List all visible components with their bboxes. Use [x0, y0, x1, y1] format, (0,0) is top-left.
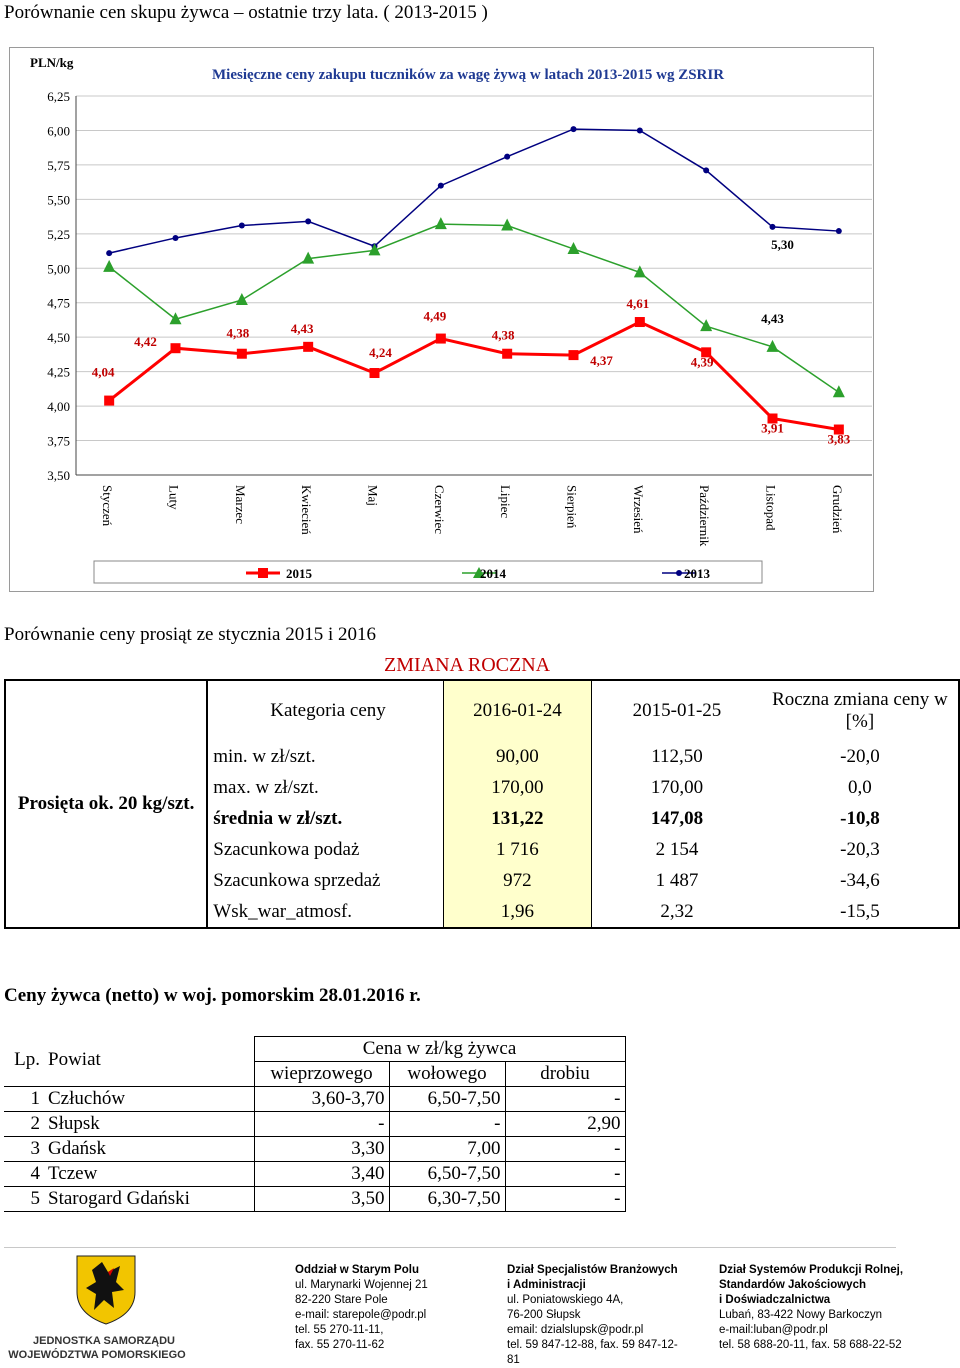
- data-point-2014: [833, 385, 845, 397]
- row-poultry: -: [505, 1187, 625, 1212]
- row-pork: 3,50: [254, 1187, 389, 1212]
- y-tick-label: 5,75: [47, 157, 70, 173]
- footer-col3-line: Lubań, 83-422 Nowy Barkoczyn: [719, 1309, 883, 1321]
- footer-col1-line: tel. 55 270-11-11,: [295, 1324, 384, 1336]
- data-label-2015: 4,38: [226, 325, 250, 341]
- price-chart: [9, 47, 874, 592]
- footer-column-stare-pole: [295, 1263, 495, 1353]
- data-point-2013: [504, 154, 510, 160]
- header-price: Cena w zł/kg żywca: [254, 1037, 625, 1062]
- row-beef: 6,50-7,50: [389, 1087, 505, 1112]
- row-beef: -: [389, 1112, 505, 1137]
- data-point-2013: [173, 235, 179, 241]
- row-pork: 3,30: [254, 1137, 389, 1162]
- x-tick-label: Listopad: [763, 485, 779, 531]
- value-2016: 1 716: [443, 834, 591, 865]
- y-tick-label: 4,50: [47, 330, 70, 346]
- data-point-2015: [436, 334, 446, 344]
- footer-col3-title: i Doświadczalnictwa: [719, 1294, 831, 1306]
- value-2016: 972: [443, 865, 591, 896]
- y-tick-label: 5,25: [47, 226, 70, 242]
- header-change: Roczna zmiana ceny w [%]: [762, 680, 959, 741]
- data-point-2013: [438, 183, 444, 189]
- row-poultry: -: [505, 1137, 625, 1162]
- logo-text-2: WOJEWÓDZTWA POMORSKIEGO: [8, 1349, 186, 1361]
- data-point-2015: [303, 342, 313, 352]
- data-point-2015: [370, 368, 380, 378]
- value-change: -34,6: [762, 865, 959, 896]
- live-prices-table: [4, 1036, 626, 1212]
- series-line-2013: [109, 129, 839, 253]
- piglets-category-label: Prosięta ok. 20 kg/szt.: [5, 680, 207, 928]
- data-label-2015: 4,38: [491, 327, 515, 343]
- row-lp: 1: [4, 1087, 44, 1112]
- row-poultry: -: [505, 1162, 625, 1187]
- footer-column-luban: [719, 1263, 919, 1353]
- y-tick-label: 6,25: [47, 89, 70, 104]
- legend-box: [94, 561, 762, 583]
- value-change: 0,0: [762, 772, 959, 803]
- data-label-2015: 4,43: [290, 320, 314, 336]
- row-lp: 4: [4, 1162, 44, 1187]
- footer-col1-line: ul. Marynarki Wojennej 21: [295, 1279, 428, 1291]
- data-label-2015: 4,42: [134, 334, 157, 350]
- row-pork: 3,60-3,70: [254, 1087, 389, 1112]
- y-tick-label: 4,25: [47, 364, 70, 380]
- row-powiat: Gdańsk: [44, 1137, 254, 1162]
- series-line-2014: [109, 224, 839, 392]
- data-point-2015: [237, 349, 247, 359]
- footer-column-slupsk: [507, 1263, 707, 1368]
- x-tick-label: Marzec: [232, 485, 248, 524]
- y-tick-label: 3,50: [47, 468, 70, 483]
- value-2015: 1 487: [655, 869, 699, 891]
- data-point-2013: [637, 127, 643, 133]
- footer-col2-line: tel. 59 847-12-88, fax. 59 847-12-: [507, 1339, 678, 1351]
- data-point-2015: [104, 396, 114, 406]
- data-point-2013: [703, 167, 709, 173]
- value-2015: 112,50: [651, 745, 703, 767]
- x-tick-label: Maj: [365, 485, 381, 506]
- data-point-2013: [106, 250, 112, 256]
- footer-col1-email: e-mail: starepole@podr.pl: [295, 1309, 427, 1321]
- header-powiat: Powiat: [44, 1037, 254, 1087]
- piglets-price-table: [4, 679, 960, 929]
- data-label-2013: 5,30: [771, 236, 794, 252]
- header-2015: 2015-01-25: [592, 680, 762, 741]
- legend-marker-2015: [258, 568, 268, 578]
- y-tick-label: 3,75: [47, 433, 70, 449]
- y-tick-label: 4,75: [47, 295, 70, 311]
- row-label: Wsk_war_atmosf.: [207, 896, 443, 928]
- y-tick-label: 6,00: [47, 123, 70, 139]
- data-point-2014: [236, 293, 248, 305]
- row-beef: 6,30-7,50: [389, 1187, 505, 1212]
- data-label-2015: 4,04: [91, 364, 115, 380]
- value-change: -20,3: [762, 834, 959, 865]
- footer-col3-title: Standardów Jakościowych: [719, 1279, 866, 1291]
- logo-text-1: JEDNOSTKA SAMORZĄDU: [33, 1335, 175, 1347]
- chart-title: Miesięczne ceny zakupu tuczników za wagę żywą w latach 2013-2015 wg ZSRIR: [212, 67, 725, 83]
- row-powiat: Człuchów: [44, 1087, 254, 1112]
- row-pork: -: [254, 1112, 389, 1137]
- footer-col1-line: 82-220 Stare Pole: [295, 1294, 388, 1306]
- row-poultry: -: [505, 1087, 625, 1112]
- data-label-2015: 4,24: [369, 345, 392, 361]
- price-chart-svg: [10, 48, 873, 591]
- value-2015: 147,08: [650, 807, 704, 829]
- data-label-2015: 4,61: [626, 296, 650, 312]
- x-tick-label: Wrzesień: [630, 485, 646, 534]
- legend-label-2014: 2014: [480, 566, 506, 581]
- header-lp: Lp.: [4, 1037, 44, 1087]
- data-point-2015: [569, 350, 579, 360]
- row-label: max. w zł/szt.: [213, 776, 319, 798]
- annual-change-title: ZMIANA ROCZNA: [384, 654, 551, 676]
- data-label-2015: 3,91: [761, 420, 784, 436]
- data-point-2015: [171, 343, 181, 353]
- footer-col3-email: e-mail:luban@podr.pl: [719, 1324, 828, 1336]
- data-point-2013: [571, 126, 577, 132]
- data-point-2015: [635, 317, 645, 327]
- data-label-2014: 4,43: [761, 310, 784, 326]
- row-lp: 5: [4, 1187, 44, 1212]
- data-label-2015: 3,83: [827, 431, 851, 447]
- footer-divider: [4, 1247, 896, 1248]
- value-2016: 90,00: [443, 741, 591, 772]
- x-tick-label: Kwiecień: [299, 485, 315, 535]
- live-prices-table-wrap: [4, 1036, 626, 1212]
- footer-col1-line: fax. 55 270-11-62: [295, 1339, 385, 1351]
- piglets-section-title: Porównanie ceny prosiąt ze stycznia 2015 i 2016: [4, 624, 376, 645]
- data-point-2014: [501, 219, 513, 231]
- x-tick-label: Styczeń: [100, 485, 116, 527]
- x-tick-label: Lipiec: [498, 485, 514, 519]
- row-lp: 3: [4, 1137, 44, 1162]
- footer-col3-title: Dział Systemów Produkcji Rolnej,: [719, 1264, 904, 1276]
- data-point-2014: [435, 217, 447, 229]
- header-category: Kategoria ceny: [207, 680, 443, 741]
- row-powiat: Tczew: [44, 1162, 254, 1187]
- value-2015: 170,00: [650, 776, 704, 798]
- data-point-2014: [700, 319, 712, 331]
- data-point-2013: [305, 218, 311, 224]
- row-powiat: Starogard Gdański: [44, 1187, 254, 1212]
- header-poultry: drobiu: [505, 1062, 625, 1087]
- data-point-2013: [239, 223, 245, 229]
- row-label: Szacunkowa sprzedaż: [213, 869, 381, 891]
- value-2016: 170,00: [443, 772, 591, 803]
- piglets-table-wrap: [4, 679, 960, 929]
- row-powiat: Słupsk: [44, 1112, 254, 1137]
- data-point-2013: [770, 224, 776, 230]
- row-label: min. w zł/szt.: [213, 745, 316, 767]
- footer-col1-title: Oddział w Starym Polu: [295, 1264, 419, 1276]
- header-pork: wieprzowego: [254, 1062, 389, 1087]
- footer-col2-title: Dział Specjalistów Branżowych: [507, 1264, 678, 1276]
- series-line-2015: [109, 322, 839, 429]
- row-pork: 3,40: [254, 1162, 389, 1187]
- data-point-2014: [103, 260, 115, 272]
- data-point-2015: [502, 349, 512, 359]
- y-axis-label: PLN/kg: [30, 55, 74, 70]
- row-label: Szacunkowa podaż: [213, 838, 360, 860]
- value-2015: 2 154: [655, 838, 699, 860]
- footer-col2-line: 76-200 Słupsk: [507, 1309, 581, 1321]
- value-2016: 131,22: [443, 803, 591, 834]
- pomorskie-logo: [4, 1252, 204, 1362]
- row-lp: 2: [4, 1112, 44, 1137]
- live-prices-section-title: Ceny żywca (netto) w woj. pomorskim 28.01.2016 r.: [4, 985, 421, 1006]
- legend-label-2013: 2013: [684, 566, 710, 581]
- header-beef: wołowego: [389, 1062, 505, 1087]
- header-2016: 2016-01-24: [443, 680, 591, 741]
- y-tick-label: 5,50: [47, 192, 70, 208]
- data-point-2013: [836, 228, 842, 234]
- y-tick-label: 4,00: [47, 399, 70, 415]
- row-beef: 7,00: [389, 1137, 505, 1162]
- legend-label-2015: 2015: [286, 566, 312, 581]
- data-label-2015: 4,49: [423, 308, 447, 324]
- legend-marker-2013: [676, 570, 682, 576]
- griffin-emblem-icon: [4, 1252, 204, 1362]
- x-tick-label: Czerwiec: [431, 485, 447, 535]
- data-label-2015: 4,37: [590, 353, 613, 369]
- footer-col2-line: 81: [507, 1354, 520, 1366]
- row-beef: 6,50-7,50: [389, 1162, 505, 1187]
- data-label-2015: 4,39: [690, 354, 714, 370]
- x-tick-label: Grudzień: [829, 485, 845, 534]
- row-poultry: 2,90: [505, 1112, 625, 1137]
- value-2016: 1,96: [443, 896, 591, 928]
- x-tick-label: Sierpień: [564, 485, 580, 529]
- value-change: -20,0: [762, 741, 959, 772]
- x-tick-label: Październik: [697, 485, 713, 547]
- value-2015: 2,32: [592, 896, 762, 928]
- y-tick-label: 5,00: [47, 261, 70, 277]
- footer-col2-email: email: dzialslupsk@podr.pl: [507, 1324, 644, 1336]
- document-title: Porównanie cen skupu żywca – ostatnie trzy lata. ( 2013-2015 ): [4, 2, 488, 23]
- row-label: średnia w zł/szt.: [213, 807, 343, 829]
- footer-col2-line: ul. Poniatowskiego 4A,: [507, 1294, 624, 1306]
- value-change: -10,8: [762, 803, 959, 834]
- x-tick-label: Luty: [166, 485, 182, 510]
- footer-col2-title: i Administracji: [507, 1279, 586, 1291]
- value-change: -15,5: [762, 896, 959, 928]
- footer-col3-line: tel. 58 688-20-11, fax. 58 688-22-52: [719, 1339, 902, 1351]
